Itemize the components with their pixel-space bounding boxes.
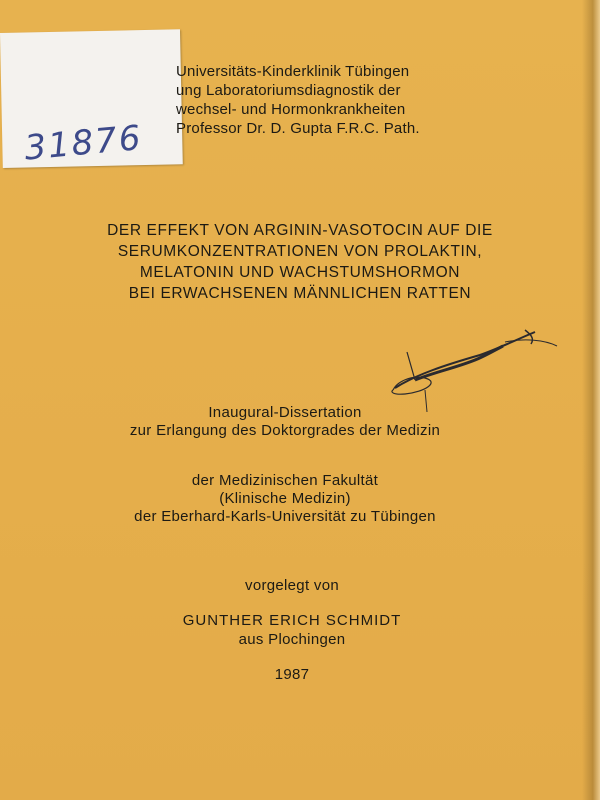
faculty-line: der Medizinischen Fakultät	[191, 472, 379, 489]
handwritten-signature	[385, 320, 565, 415]
title-line: DER EFFEKT VON ARGININ-VASOTOCIN AUF DIE	[107, 222, 493, 239]
dissertation-line: zur Erlangung des Doktorgrades der Medizin	[129, 422, 441, 439]
header-line: Universitäts-Kinderklinik Tübingen	[176, 63, 410, 80]
page-edge-shadow	[582, 0, 600, 800]
faculty-line: der Eberhard-Karls-Universität zu Tübingen	[134, 508, 436, 525]
institution-header	[176, 62, 576, 138]
submitted-by-label: vorgelegt von	[245, 577, 339, 594]
header-line: ung Laboratoriumsdiagnostik der	[176, 82, 401, 99]
dissertation-block	[0, 404, 585, 440]
faculty-line: (Klinische Medizin)	[219, 490, 351, 507]
author-name: GUNTHER ERICH SCHMIDT	[182, 612, 402, 629]
title-line: MELATONIN UND WACHSTUMSHORMON	[139, 264, 461, 281]
catalog-number: 31876	[22, 118, 145, 169]
header-line: wechsel- und Hormonkrankheiten	[176, 101, 406, 118]
catalog-sticker	[0, 29, 183, 168]
title-line: SERUMKONZENTRATIONEN VON PROLAKTIN,	[117, 243, 483, 260]
dissertation-line: Inaugural-Dissertation	[208, 404, 362, 421]
title-line: BEI ERWACHSENEN MÄNNLICHEN RATTEN	[128, 285, 472, 302]
header-line: Professor Dr. D. Gupta F.R.C. Path.	[176, 120, 420, 137]
faculty-block	[0, 472, 585, 526]
author-origin: aus Plochingen	[238, 631, 346, 648]
publication-year: 1987	[274, 666, 310, 683]
dissertation-title	[40, 220, 560, 304]
